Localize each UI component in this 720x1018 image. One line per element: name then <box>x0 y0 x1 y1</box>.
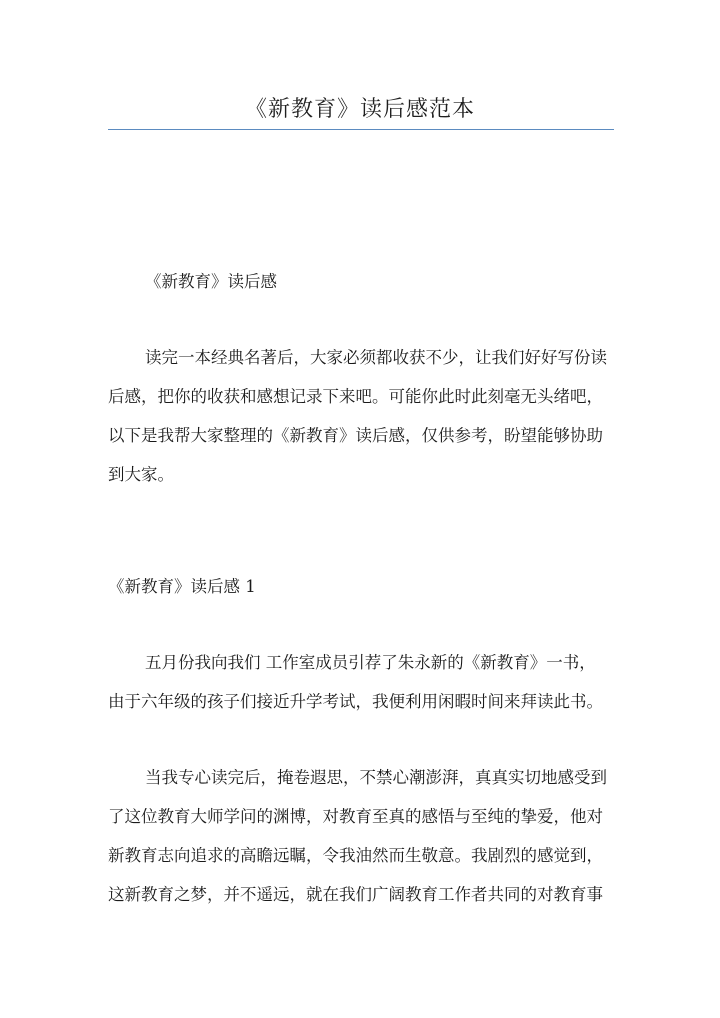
section-heading: 《新教育》读后感 <box>145 272 277 291</box>
paragraph-line: 了这位教育大师学问的渊博，对教育至真的感悟与至纯的挚爱，他对 <box>108 807 603 826</box>
paragraph-line: 读完一本经典名著后，大家必须都收获不少，让我们好好写份读 <box>145 348 607 367</box>
essay-1-heading: 《新教育》读后感 1 <box>108 577 256 596</box>
paragraph-line: 以下是我帮大家整理的《新教育》读后感，仅供参考，盼望能够协助 <box>108 426 603 445</box>
paragraph-line: 后感，把你的收获和感想记录下来吧。可能你此时此刻毫无头绪吧， <box>108 387 603 406</box>
paragraph-line: 当我专心读完后，掩卷遐思，不禁心潮澎湃，真真实切地感受到 <box>145 768 607 787</box>
title-underline <box>108 129 614 130</box>
paragraph-line: 新教育志向追求的高瞻远瞩，令我油然而生敬意。我剧烈的感觉到， <box>108 846 603 865</box>
paragraph-line: 五月份我向我们 工作室成员引荐了朱永新的《新教育》一书， <box>145 653 596 672</box>
paragraph-line: 到大家。 <box>108 465 174 484</box>
paragraph-line: 这新教育之梦，并不遥远，就在我们广阔教育工作者共同的对教育事 <box>108 885 603 904</box>
document-title: 《新教育》读后感范本 <box>244 97 475 122</box>
paragraph-line: 由于六年级的孩子们接近升学考试，我便利用闲暇时间来拜读此书。 <box>108 692 603 711</box>
